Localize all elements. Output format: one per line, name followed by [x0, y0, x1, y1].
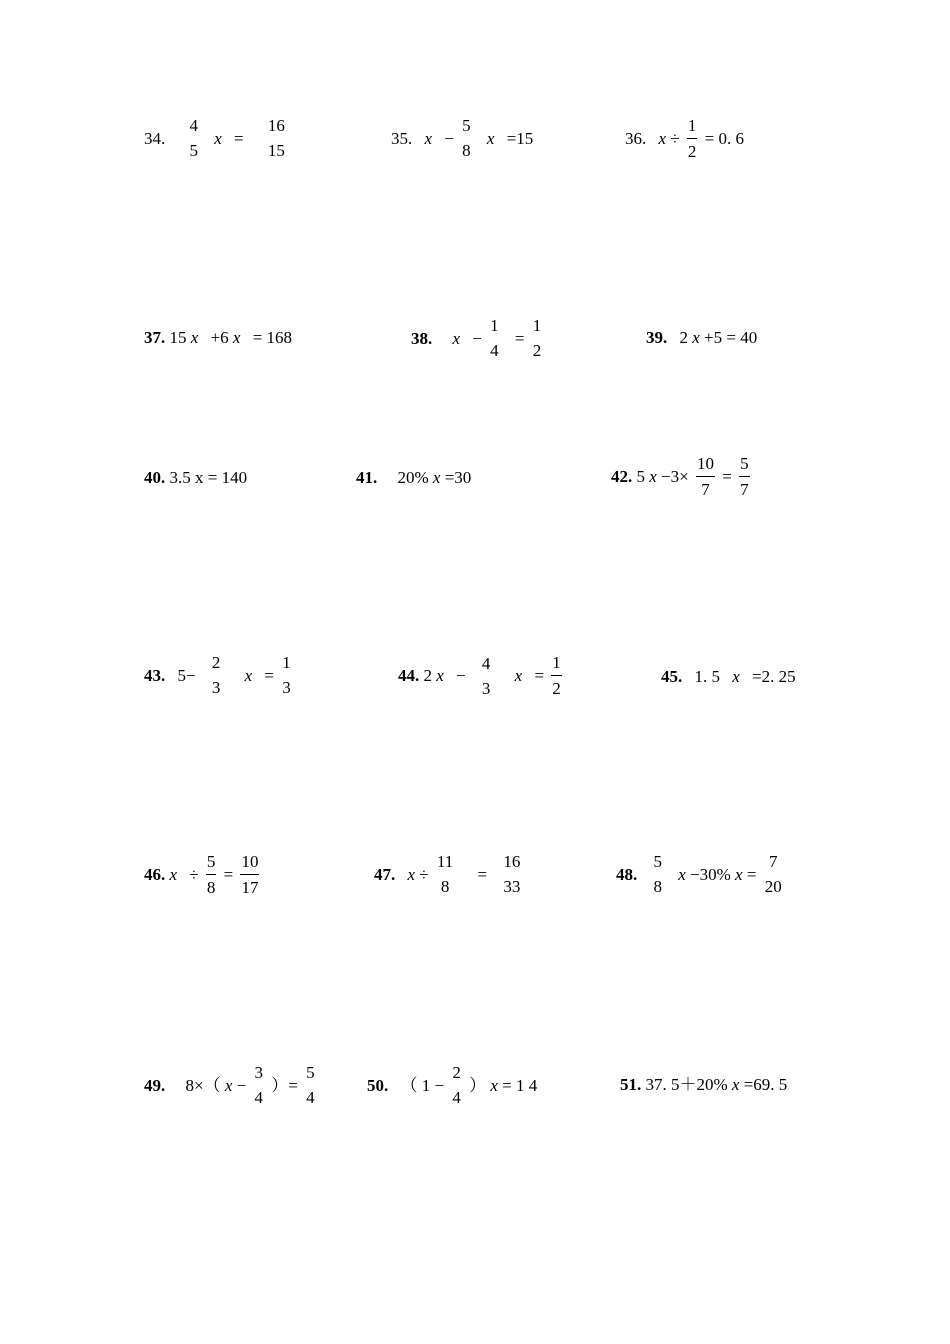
fraction: 16 15 — [267, 116, 285, 160]
variable-x: x — [486, 128, 495, 148]
fraction: $\frac{5}{8}$ — [206, 852, 216, 897]
fraction: 1 4 — [490, 316, 499, 360]
fraction: $\frac{10}{17}$ — [241, 852, 259, 897]
problem-number: 36. — [625, 129, 647, 148]
fraction: 11 8 — [436, 852, 454, 896]
fraction: $\frac{1}{2}$ — [687, 116, 697, 161]
fraction: 1 2 — [532, 316, 542, 360]
problem-37: 37. 15 x +6 x = 168 — [144, 327, 293, 347]
divide: ÷ — [670, 129, 680, 148]
equals: = — [514, 328, 525, 348]
problem-41: 41. 20% x =30 — [356, 467, 472, 487]
problem-number: 51. — [620, 1074, 642, 1094]
fraction: $\frac{1}{2}$ — [552, 653, 561, 698]
problem-46 — [144, 853, 262, 896]
problem-44: 44. 2 x − 4 3 x = $\frac{1}{2}$ — [398, 653, 561, 698]
problem-number: 42. — [611, 467, 633, 486]
problem-number: 37. — [144, 327, 166, 347]
problem-number: 48. — [616, 864, 638, 884]
variable-x: x — [432, 467, 441, 487]
fraction: 5 8 — [653, 852, 662, 896]
variable-x: x — [244, 665, 253, 685]
variable-x: x — [735, 864, 743, 884]
fraction: 7 20 — [764, 852, 782, 896]
fraction: $\frac{5}{7}$ — [740, 454, 749, 499]
variable-x: x — [490, 1075, 498, 1095]
problem-number: 44. — [398, 666, 420, 685]
fraction: 5 8 — [462, 116, 471, 160]
equals: = — [234, 128, 244, 148]
fraction: 1 3 — [282, 653, 291, 697]
fraction: 2 4 — [452, 1063, 461, 1107]
minus: − — [456, 666, 466, 685]
variable-x: x — [658, 129, 667, 148]
rhs: =15 — [506, 128, 534, 148]
problem-number: 50. — [367, 1075, 389, 1095]
equals: = — [746, 864, 757, 884]
problem-48: 48. 5 8 x −30% x = 7 20 — [616, 852, 782, 896]
equals: = — [534, 666, 545, 685]
problem-45: 45. 1. 5 x =2. 25 — [661, 666, 796, 686]
variable-x: x — [214, 128, 222, 148]
variable-x: x — [731, 1074, 740, 1094]
variable-x: x — [232, 327, 241, 347]
variable-x: x — [678, 864, 686, 884]
equals: = — [264, 665, 274, 685]
fraction: 16 33 — [503, 852, 521, 896]
problem-number: 40. — [144, 467, 166, 487]
fraction: $\frac{10}{7}$ — [696, 454, 714, 499]
problem-47 — [374, 853, 524, 895]
divide: ÷ — [419, 864, 429, 884]
variable-x: x — [436, 666, 444, 685]
equation-text: 3.5 x = 140 — [169, 467, 248, 487]
problem-35 — [391, 117, 533, 159]
problem-number: 43. — [144, 665, 166, 685]
rhs: = 1 4 — [502, 1075, 538, 1095]
fraction: 4 3 — [481, 653, 491, 698]
variable-x: x — [514, 666, 523, 685]
fraction: 4 5 — [189, 116, 198, 160]
variable-x: x — [732, 666, 740, 686]
minus: − — [236, 1075, 247, 1095]
variable-x: x — [407, 864, 416, 884]
problem-50: 50. （ 1 − 2 4 ） x = 1 4 — [367, 1063, 538, 1107]
fraction: 3 4 — [254, 1063, 263, 1107]
fraction: 5 4 — [306, 1063, 315, 1107]
problem-number: 46. — [144, 865, 166, 884]
minus: − — [444, 128, 454, 148]
problem-40 — [144, 467, 247, 486]
variable-x: x — [692, 327, 700, 347]
rhs: = 168 — [252, 327, 293, 347]
problem-42: 42. 5 x −3× $\frac{10}{7}$ = $\frac{5}{7}$ — [611, 454, 749, 499]
problem-number: 38. — [411, 328, 433, 348]
variable-x: x — [424, 128, 433, 148]
problem-51: 51. 37. 5＋20% x =69. 5 — [620, 1074, 788, 1094]
problem-43: 43. 5− 2 3 x = 1 3 — [144, 653, 291, 697]
rhs: = 0. 6 — [704, 129, 744, 148]
rhs: =69. 5 — [743, 1074, 788, 1094]
rhs: =2. 25 — [752, 666, 796, 686]
problem-number: 49. — [144, 1075, 166, 1095]
rhs: =30 — [444, 467, 472, 487]
variable-x: x — [224, 1075, 233, 1095]
problem-number: 45. — [661, 666, 683, 686]
problem-39: 39. 2 x +5 = 40 — [646, 327, 758, 347]
problem-number: 34. — [144, 128, 166, 148]
problem-38 — [411, 317, 545, 359]
fraction: 2 3 — [211, 653, 221, 697]
problem-49: 49. 8×（ x − 3 4 ）= 5 4 — [144, 1063, 315, 1107]
problem-number: 41. — [356, 467, 378, 487]
variable-x: x — [169, 865, 178, 884]
problem-34 — [144, 117, 289, 159]
variable-x: x — [452, 328, 461, 348]
divide: ÷ — [189, 865, 199, 884]
variable-x: x — [649, 467, 657, 486]
minus: − — [472, 328, 482, 348]
problem-number: 47. — [374, 864, 396, 884]
equals: = — [223, 865, 234, 884]
equals: = — [477, 864, 488, 884]
problem-number: 35. — [391, 128, 413, 148]
problem-number: 39. — [646, 327, 668, 347]
problem-36 — [625, 117, 744, 160]
variable-x: x — [190, 327, 199, 347]
equals: = — [722, 467, 732, 486]
rhs: +5 = 40 — [704, 327, 758, 347]
